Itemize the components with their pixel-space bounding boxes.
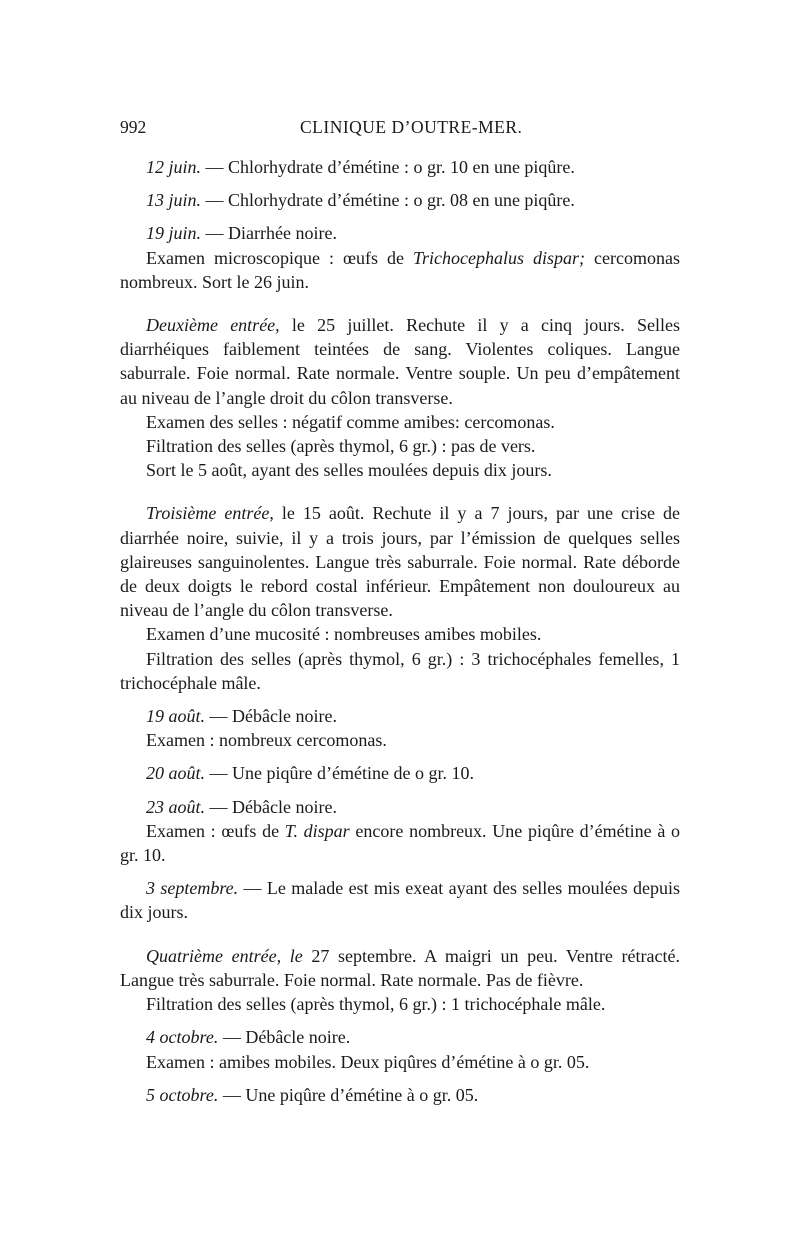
entry-date: 3 septembre. xyxy=(146,878,239,899)
exam-19-juin xyxy=(120,246,680,294)
entry-text: — Chlorhydrate d’émétine : o gr. 08 en une piqûre. xyxy=(201,190,575,211)
exam-4-octobre: Examen : amibes mobiles. Deux piqûres d’émétine à o gr. 05. xyxy=(146,1051,590,1072)
section-text: , le 25 juillet. Rechute il y a cinq jours. Selles diarrhéiques faiblement teintées de sang. Violentes coliques. Langue saburrale. Foie normal. Rate normale. Ventre souple. Un peu d’empâtement au niveau de l’angle droit du côlon transverse. xyxy=(120,315,680,408)
deuxieme-filtration: Filtration des selles (après thymol, 6 gr.) : pas de vers. xyxy=(146,436,536,457)
species-name: T. dispar xyxy=(284,820,350,841)
exam-19-aout: Examen : nombreux cercomonas. xyxy=(146,730,387,751)
entry-date: 13 juin. xyxy=(146,190,202,211)
entry-13-juin xyxy=(120,188,680,212)
page-number: 992 xyxy=(120,117,147,137)
entry-23-aout xyxy=(120,795,680,819)
entry-text: — Une piqûre d’émétine à o gr. 05. xyxy=(218,1084,479,1105)
exam-text: encore nombreux. Une piqûre d’émétine à o gr. 10. xyxy=(120,820,681,866)
entry-date: 5 octobre. xyxy=(146,1084,219,1105)
entry-text: — Une piqûre d’émétine de o gr. 10. xyxy=(205,763,474,784)
entry-text: — Le malade est mis exeat ayant des selles moulées depuis dix jours. xyxy=(120,878,680,923)
entry-5-octobre xyxy=(120,1083,680,1107)
entry-date: 12 juin. xyxy=(146,157,202,177)
entry-12-juin xyxy=(120,155,680,179)
troisieme-exam: Examen d’une mucosité : nombreuses amibes mobiles. xyxy=(146,624,542,645)
section-label: Troisième entrée xyxy=(146,503,270,524)
running-title: CLINIQUE D’OUTRE-MER. xyxy=(300,117,523,137)
section-text: , le 15 août. Rechute il y a 7 jours, par une crise de diarrhée noire, suivie, il y a trois jours, par l’émission de quelques selles glaireuses sanguinolentes. Langue très saburrale. Foie normal. Rate déborde de deux doigts le rebord costal inférieur. Empâtement non douloureux au niveau de l’angle du côlon transverse. xyxy=(120,503,681,621)
entry-text: — Débâcle noire. xyxy=(205,796,337,817)
entry-19-aout xyxy=(120,704,680,728)
exam-text: cercomonas nombreux. Sort le 26 juin. xyxy=(120,247,680,292)
entry-date: 19 juin. xyxy=(146,223,202,244)
exam-23-aout xyxy=(120,819,680,867)
entry-date: 23 août. xyxy=(146,796,206,817)
entry-text: — Diarrhée noire. xyxy=(201,223,337,244)
section-label: Quatrième entrée, le xyxy=(146,945,303,966)
quatrieme-filtration: Filtration des selles (après thymol, 6 gr.) : 1 trichocéphale mâle. xyxy=(146,994,606,1015)
entry-4-octobre xyxy=(120,1025,680,1049)
troisieme-filtration: Filtration des selles (après thymol, 6 gr.) : 3 trichocéphales femelles, 1 trichocéphale mâle. xyxy=(120,648,680,693)
entry-date: 19 août. xyxy=(146,706,206,727)
entry-3-septembre xyxy=(120,876,680,924)
section-text: 27 septembre. A maigri un peu. Ventre rétracté. Langue très saburrale. Foie normal. Rate normale. Pas de fièvre. xyxy=(120,945,680,990)
body-text xyxy=(120,155,680,1107)
entry-text: — Débâcle noire. xyxy=(218,1027,351,1048)
section-label: Deuxième entrée xyxy=(146,315,276,336)
species-name: Trichocephalus dispar; xyxy=(413,247,586,268)
deuxieme-exam: Examen des selles : négatif comme amibes: cercomonas. xyxy=(146,411,555,432)
exam-text: Examen microscopique : œufs de xyxy=(146,247,413,268)
page-header xyxy=(120,117,680,147)
deuxieme-sortie: Sort le 5 août, ayant des selles moulées depuis dix jours. xyxy=(146,460,552,481)
troisieme-entree xyxy=(120,501,680,622)
entry-date: 4 octobre. xyxy=(146,1027,219,1048)
deuxieme-entree xyxy=(120,313,680,410)
entry-20-aout xyxy=(120,761,680,785)
exam-text: Examen : œufs de xyxy=(146,820,285,841)
entry-date: 20 août. xyxy=(146,763,206,784)
entry-19-juin xyxy=(120,221,680,245)
entry-text: — Chlorhydrate d’émétine : o gr. 10 en une piqûre. xyxy=(201,157,575,177)
entry-text: — Débâcle noire. xyxy=(205,706,337,727)
quatrieme-entree xyxy=(120,944,680,992)
